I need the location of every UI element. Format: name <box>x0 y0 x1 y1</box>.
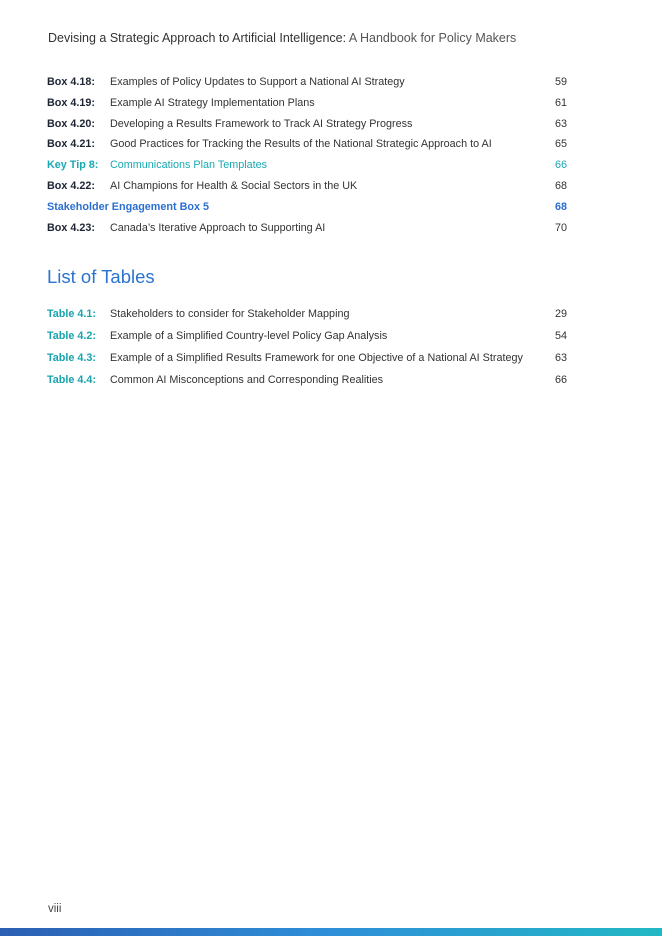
entry-title: AI Champions for Health & Social Sectors in the UK <box>110 179 358 192</box>
toc-entry[interactable] <box>47 72 567 93</box>
entry-label: Box 4.21: <box>47 138 96 151</box>
entry-title: Common AI Misconceptions and Corresponding Realities <box>110 374 384 386</box>
entry-title: Canada’s Iterative Approach to Supporting AI <box>110 221 326 234</box>
toc-entry[interactable] <box>47 114 567 135</box>
toc-entry[interactable] <box>47 347 567 369</box>
footer-gradient-bar <box>0 928 662 936</box>
entry-title: Example of a Simplified Results Framework for one Objective of a National AI Strategy <box>110 352 523 364</box>
page-number: viii <box>48 903 62 915</box>
toc-entry[interactable] <box>47 93 567 114</box>
entry-label: Table 4.2: <box>47 330 97 342</box>
toc-entry[interactable] <box>47 176 567 197</box>
toc-entry[interactable] <box>47 303 567 325</box>
header-title-main: Devising a Strategic Approach to Artificial Intelligence: <box>48 31 347 45</box>
entry-label: Box 4.23: <box>47 221 96 234</box>
entry-title: Examples of Policy Updates to Support a National AI Strategy <box>110 76 405 88</box>
toc-entry-stakeholder[interactable] <box>47 197 567 218</box>
entry-label: Stakeholder Engagement Box 5 <box>47 200 209 213</box>
entry-page: 66 <box>554 374 567 386</box>
entry-label: Table 4.3: <box>47 352 97 364</box>
entry-label: Table 4.1: <box>47 308 97 320</box>
list-of-tables-heading: List of Tables <box>47 266 155 287</box>
toc-entry[interactable] <box>47 218 567 239</box>
entry-title: Example AI Strategy Implementation Plans <box>110 96 315 109</box>
entry-title: Good Practices for Tracking the Results of the National Strategic Approach to AI <box>110 138 492 151</box>
entry-label: Box 4.20: <box>47 117 96 130</box>
entry-page: 59 <box>554 76 567 88</box>
entry-page: 68 <box>554 179 567 192</box>
entry-title: Stakeholders to consider for Stakeholder Mapping <box>110 308 350 320</box>
entry-label: Key Tip 8: <box>47 159 99 172</box>
entry-title: Communications Plan Templates <box>110 159 268 172</box>
entry-label: Table 4.4: <box>47 374 97 386</box>
header-title-subtitle: A Handbook for Policy Makers <box>346 31 517 45</box>
toc-entry[interactable] <box>47 325 567 347</box>
entry-page: 63 <box>554 352 567 364</box>
toc-entry-key-tip[interactable] <box>47 155 567 176</box>
toc-entry[interactable] <box>47 369 567 391</box>
entry-label: Box 4.19: <box>47 96 96 109</box>
toc-entry[interactable] <box>47 134 567 155</box>
tables-list <box>47 303 567 391</box>
entry-page: 70 <box>554 221 567 234</box>
running-header <box>48 31 516 45</box>
entry-title: Developing a Results Framework to Track AI Strategy Progress <box>110 117 413 130</box>
entry-page: 68 <box>554 200 567 213</box>
boxes-list <box>47 72 567 238</box>
entry-page: 61 <box>554 96 567 109</box>
entry-page: 65 <box>554 138 567 151</box>
entry-page: 54 <box>554 330 567 342</box>
entry-page: 63 <box>554 117 567 130</box>
entry-label: Box 4.22: <box>47 179 96 192</box>
entry-title: Example of a Simplified Country-level Policy Gap Analysis <box>110 330 388 342</box>
entry-page: 29 <box>554 308 567 320</box>
entry-page: 66 <box>554 159 567 172</box>
entry-label: Box 4.18: <box>47 76 96 88</box>
